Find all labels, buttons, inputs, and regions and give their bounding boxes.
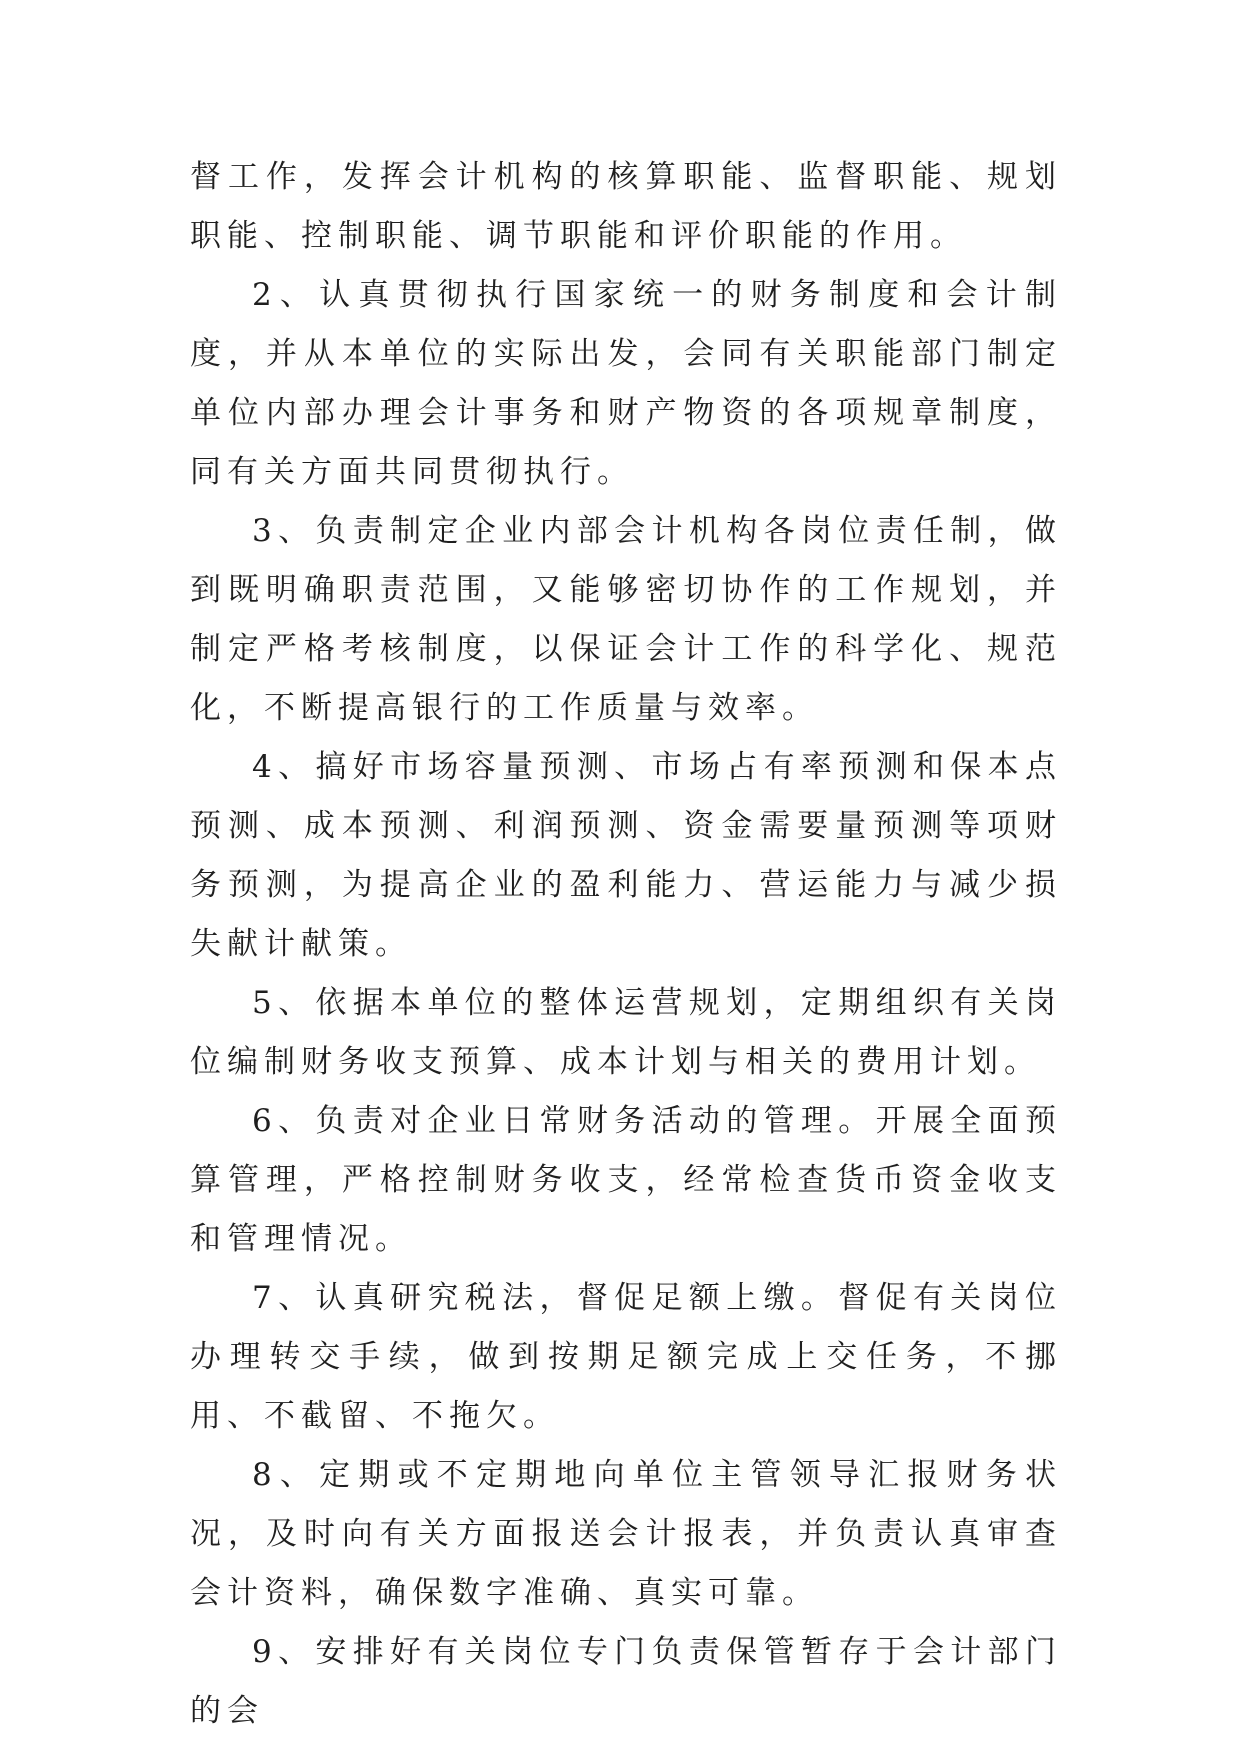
paragraph-5: 5、依据本单位的整体运营规划，定期组织有关岗位编制财务收支预算、成本计划与相关的费用计划。: [190, 985, 1062, 1080]
paragraph-7: 7、认真研究税法，督促足额上缴。督促有关岗位办理转交手续，做到按期足额完成上交任务，不挪用、不截留、不拖欠。: [190, 1280, 1062, 1434]
paragraph-3: 3、负责制定企业内部会计机构各岗位责任制，做到既明确职责范围，又能够密切协作的工作规划，并制定严格考核制度，以保证会计工作的科学化、规范化，不断提高银行的工作质量与效率。: [190, 513, 1062, 726]
paragraph-2: 2、认真贯彻执行国家统一的财务制度和会计制度，并从本单位的实际出发，会同有关职能部门制定单位内部办理会计事务和财产物资的各项规章制度，同有关方面共同贯彻执行。: [190, 277, 1062, 490]
paragraph-4: 4、搞好市场容量预测、市场占有率预测和保本点预测、成本预测、利润预测、资金需要量预测等项财务预测，为提高企业的盈利能力、营运能力与减少损失献计献策。: [190, 749, 1062, 962]
body-text: [190, 148, 1062, 1741]
paragraph-6: 6、负责对企业日常财务活动的管理。开展全面预算管理，严格控制财务收支，经常检查货币资金收支和管理情况。: [190, 1103, 1062, 1257]
paragraph-9: 9、安排好有关岗位专门负责保管暂存于会计部门的会: [190, 1634, 1062, 1729]
paragraph-1: 督工作，发挥会计机构的核算职能、监督职能、规划职能、控制职能、调节职能和评价职能的作用。: [190, 159, 1062, 254]
paragraph-8: 8、定期或不定期地向单位主管领导汇报财务状况，及时向有关方面报送会计报表，并负责认真审查会计资料，确保数字准确、真实可靠。: [190, 1457, 1062, 1611]
